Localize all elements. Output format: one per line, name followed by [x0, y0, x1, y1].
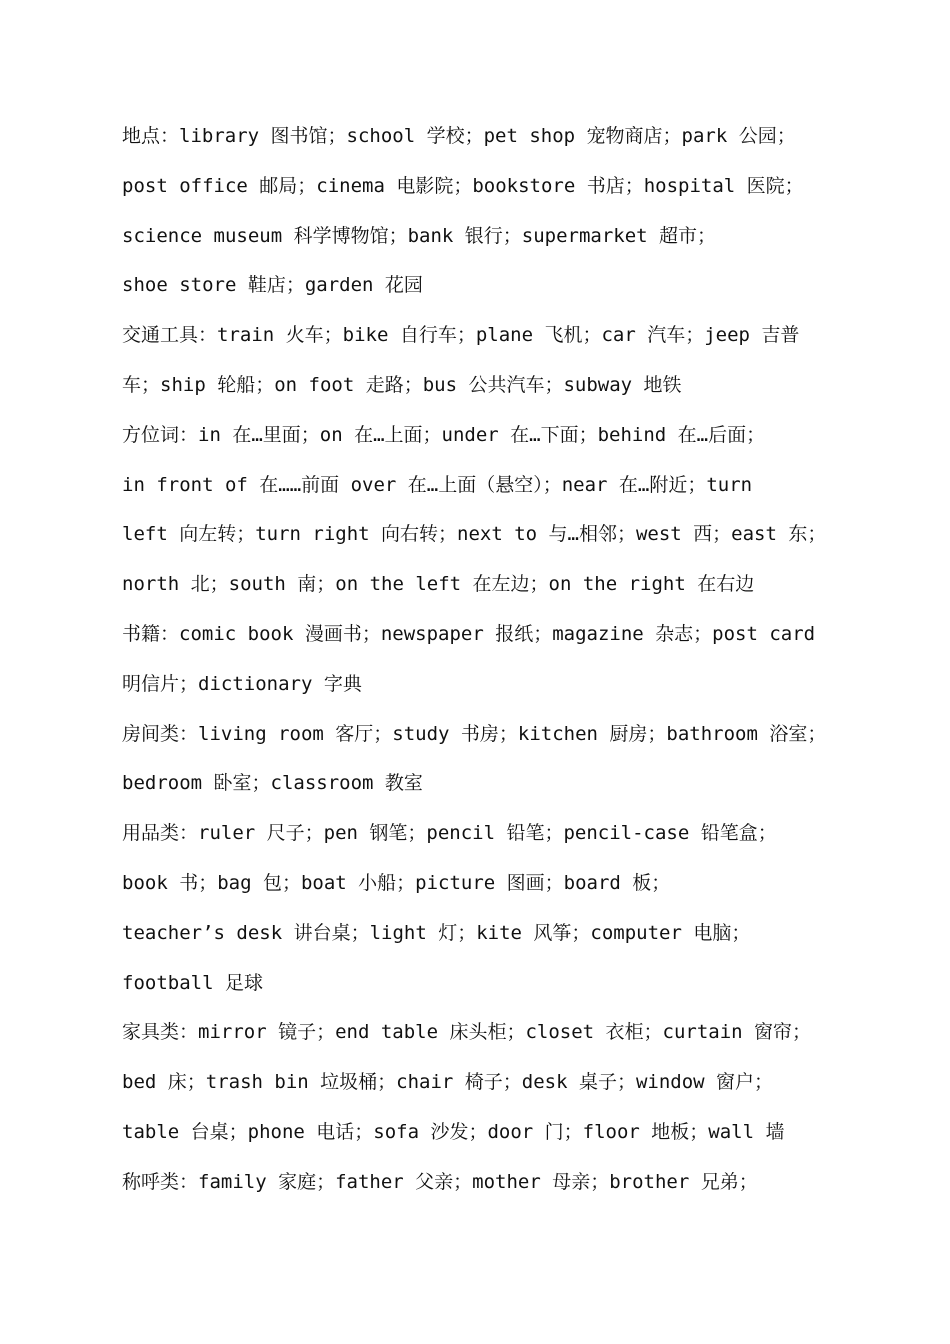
text-line: post office 邮局；cinema 电影院；bookstore 书店；hospital 医院；: [122, 174, 804, 197]
text-line: 方位词：in 在…里面；on 在…上面；under 在…下面；behind 在…后面；: [122, 423, 766, 446]
text-line: 家具类：mirror 镜子；end table 床头柜；closet 衣柜；curtain 窗帘；: [122, 1021, 812, 1044]
text-line: bedroom 卧室；classroom 教室: [122, 772, 423, 795]
text-line: 交通工具：train 火车；bike 自行车；plane 飞机；car 汽车；jeep 吉普: [122, 324, 800, 347]
text-line: 称呼类：family 家庭；father 父亲；mother 母亲；brother 兄弟；: [122, 1170, 758, 1193]
text-line: table 台桌；phone 电话；sofa 沙发；door 门；floor 地板；wall 墙: [122, 1120, 785, 1143]
text-line: science museum 科学博物馆；bank 银行；supermarket 超市；: [122, 224, 717, 247]
text-line: football 足球: [122, 971, 263, 994]
text-line: 用品类：ruler 尺子；pen 钢笔；pencil 铅笔；pencil-case 铅笔盒；: [122, 822, 777, 845]
text-line: book 书；bag 包；boat 小船；picture 图画；board 板；: [122, 871, 671, 894]
text-line: 房间类：living room 客厅；study 书房；kitchen 厨房；bathroom 浴室；: [122, 722, 827, 745]
text-line: 车；ship 轮船；on foot 走路；bus 公共汽车；subway 地铁: [122, 373, 682, 396]
text-line: teacher’s desk 讲台桌；light 灯；kite 风筝；computer 电脑；: [122, 921, 751, 944]
text-line: 明信片；dictionary 字典: [122, 672, 362, 695]
vocabulary-text-block: [122, 112, 838, 1208]
text-line: north 北；south 南；on the left 在左边；on the right 在右边: [122, 573, 755, 596]
text-line: left 向左转；turn right 向右转；next to 与…相邻；west 西；east 东；: [122, 523, 827, 546]
text-line: shoe store 鞋店；garden 花园: [122, 274, 423, 297]
text-line: 地点：library 图书馆；school 学校；pet shop 宠物商店；park 公园；: [122, 125, 796, 147]
text-line: bed 床；trash bin 垃圾桶；chair 椅子；desk 桌子；window 窗户；: [122, 1071, 774, 1094]
text-line: 书籍：comic book 漫画书；newspaper 报纸；magazine 杂志；post card: [122, 622, 816, 645]
text-line: in front of 在……前面 over 在…上面（悬空）；near 在…附近；turn: [122, 473, 753, 496]
